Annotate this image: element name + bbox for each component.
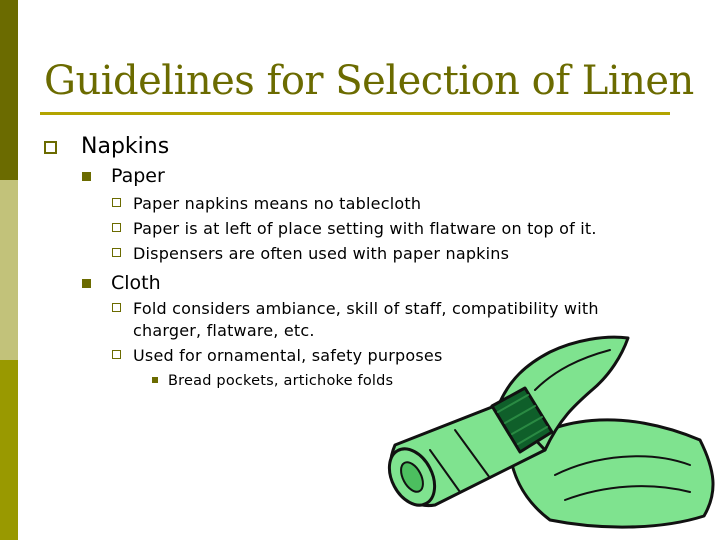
filled-square-bullet-icon [82, 172, 91, 181]
bullet-text-napkins: Napkins [81, 134, 170, 159]
sidebar-band-bottom [0, 360, 18, 540]
napkin-clipart-icon [360, 320, 720, 540]
hollow-square-bullet-icon [112, 198, 121, 207]
bullet-text-continuation: charger, flatware, etc. [133, 321, 315, 340]
bullet-paper [82, 165, 165, 188]
sidebar-band-middle [0, 180, 18, 360]
sidebar-stripe [0, 0, 18, 540]
small-square-bullet-icon [152, 377, 158, 383]
bullet-paper-item-1 [112, 193, 421, 215]
hollow-square-bullet-icon [112, 350, 121, 359]
bullet-text: Used for ornamental, safety purposes [133, 346, 443, 365]
hollow-square-bullet-icon [112, 303, 121, 312]
title-underline [40, 112, 670, 115]
bullet-text: Bread pockets, artichoke folds [168, 373, 394, 389]
slide-title: Guidelines for Selection of Linen [44, 58, 694, 104]
hollow-square-bullet-icon [44, 141, 57, 154]
bullet-text: Fold considers ambiance, skill of staff, compatibility with [133, 299, 599, 318]
bullet-text-paper: Paper [111, 165, 165, 187]
hollow-square-bullet-icon [112, 223, 121, 232]
filled-square-bullet-icon [82, 279, 91, 288]
bullet-napkins [44, 134, 169, 160]
bullet-text-cloth: Cloth [111, 272, 161, 294]
bullet-text: Paper napkins means no tablecloth [133, 194, 422, 213]
bullet-cloth-fold [112, 298, 599, 320]
bullet-text: Dispensers are often used with paper napkins [133, 244, 510, 263]
bullet-paper-item-3 [112, 243, 509, 265]
sidebar-band-top [0, 0, 18, 180]
bullet-cloth [82, 272, 161, 295]
bullet-cloth-fold-continuation [133, 320, 315, 342]
bullet-paper-item-2 [112, 218, 597, 240]
hollow-square-bullet-icon [112, 248, 121, 257]
bullet-text: Paper is at left of place setting with flatware on top of it. [133, 219, 597, 238]
bullet-bread-pockets [152, 372, 393, 391]
